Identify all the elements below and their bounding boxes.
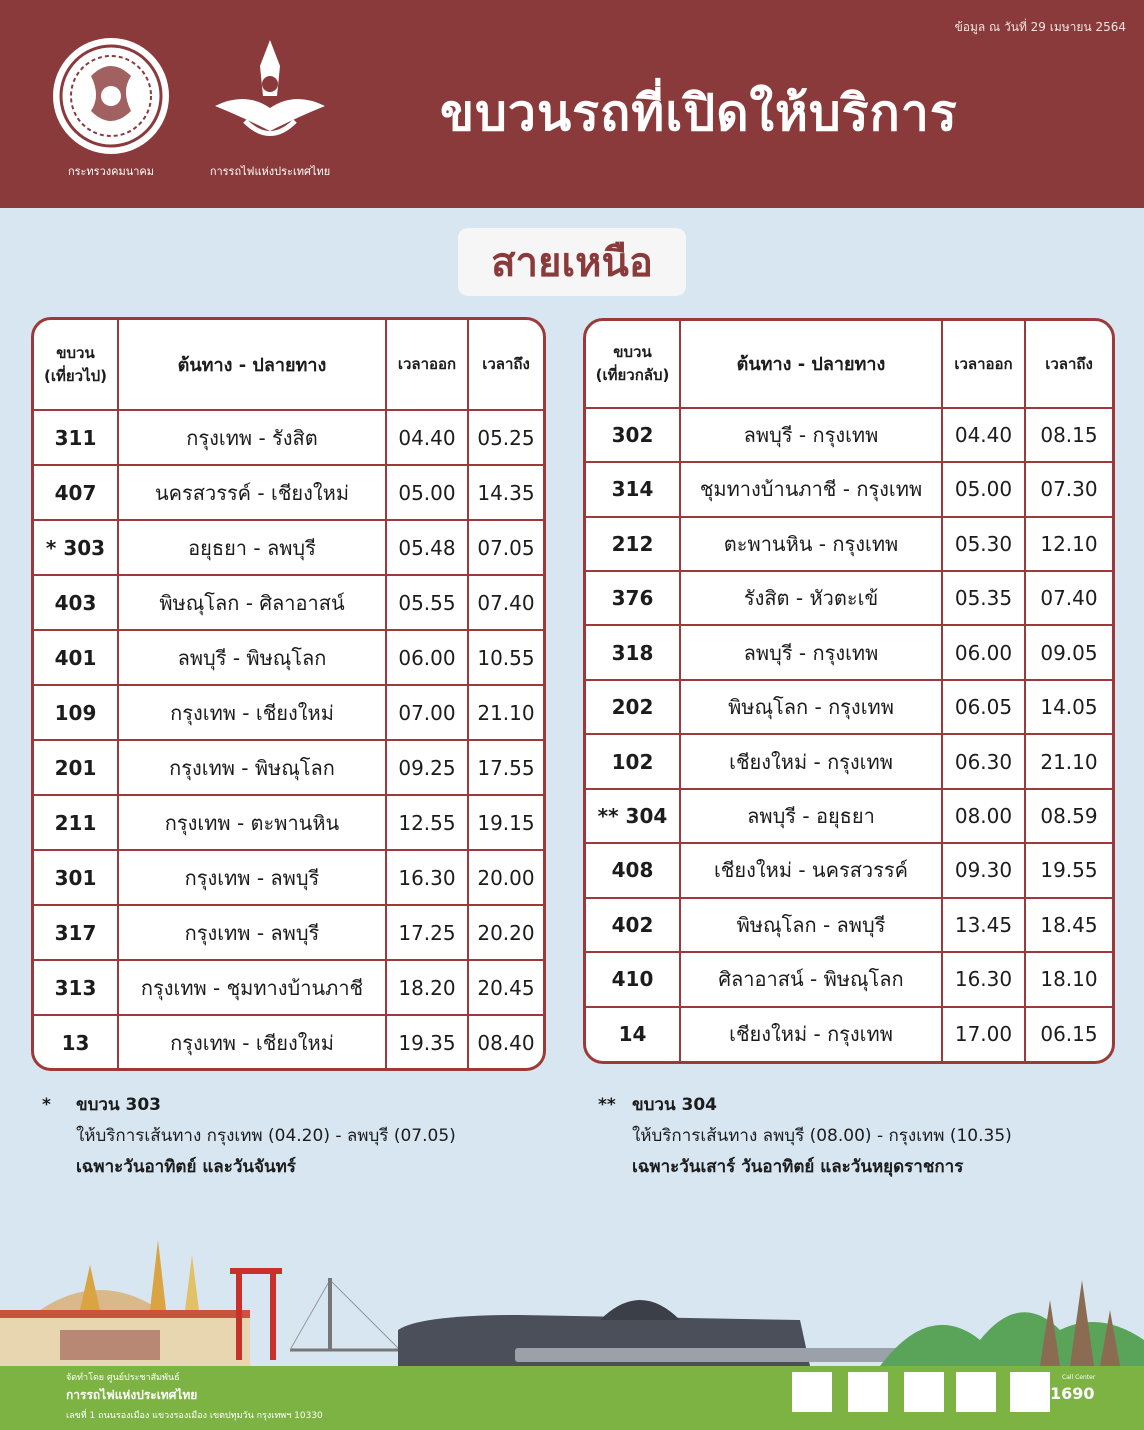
arrive-time-cell: 07.05: [468, 520, 543, 575]
train-number-cell: 102: [586, 734, 680, 788]
arrive-header: เวลาถึง: [468, 320, 543, 410]
depart-time-cell: 06.00: [386, 630, 468, 685]
arrive-time-cell: 07.40: [1025, 571, 1112, 625]
route-cell: ศิลาอาสน์ - พิษณุโลก: [680, 952, 942, 1006]
footnote-304: [598, 1090, 1118, 1183]
depart-time-cell: 06.30: [942, 734, 1025, 788]
footer-producer: จัดทำโดย ศูนย์ประชาสัมพันธ์: [66, 1373, 180, 1383]
table-row: [586, 734, 1112, 788]
arrive-header: เวลาถึง: [1025, 321, 1112, 408]
date-note: ข้อมูล ณ วันที่ 29 เมษายน 2564: [954, 20, 1126, 34]
route-cell: กรุงเทพ - เชียงใหม่: [118, 685, 386, 740]
train-number-cell: 202: [586, 680, 680, 734]
depart-time-cell: 12.55: [386, 795, 468, 850]
footnote-days: เฉพาะวันอาทิตย์ และวันจันทร์: [76, 1157, 296, 1177]
depart-header: เวลาออก: [942, 321, 1025, 408]
arrive-time-cell: 07.30: [1025, 462, 1112, 516]
footnote-detail: ให้บริการเส้นทาง ลพบุรี (08.00) - กรุงเทพ (10.35): [632, 1126, 1012, 1146]
route-cell: ลพบุรี - กรุงเทพ: [680, 625, 942, 679]
arrive-time-cell: 08.15: [1025, 408, 1112, 462]
region-title: สายเหนือ: [491, 240, 653, 286]
route-cell: ชุมทางบ้านภาชี - กรุงเทพ: [680, 462, 942, 516]
train-number-cell: 408: [586, 843, 680, 897]
table-row: [586, 680, 1112, 734]
call-center-label: Call Center: [1062, 1374, 1096, 1381]
depart-header: เวลาออก: [386, 320, 468, 410]
table-row: [586, 625, 1112, 679]
route-cell: รังสิต - หัวตะเข้: [680, 571, 942, 625]
srt-logo: [200, 36, 340, 180]
table-header-row: [586, 321, 1112, 408]
table-row: [34, 850, 543, 905]
ministry-caption: กระทรวงคมนาคม: [67, 165, 155, 178]
footnote-mark: **: [598, 1095, 616, 1115]
call-center-number[interactable]: 1690: [1050, 1384, 1095, 1403]
depart-time-cell: 07.00: [386, 685, 468, 740]
table-row: [586, 517, 1112, 571]
footer-address: เลขที่ 1 ถนนรองเมือง แขวงรองเมือง เขตปทุมวัน กรุงเทพฯ 10330: [66, 1411, 323, 1421]
table-row: [586, 952, 1112, 1006]
depart-time-cell: 13.45: [942, 898, 1025, 952]
arrive-time-cell: 07.40: [468, 575, 543, 630]
arrive-time-cell: 19.15: [468, 795, 543, 850]
depart-time-cell: 04.40: [386, 410, 468, 465]
srt-emblem-icon: [205, 36, 335, 156]
footnote-detail: ให้บริการเส้นทาง กรุงเทพ (04.20) - ลพบุรี (07.05): [76, 1126, 456, 1146]
arrive-time-cell: 19.55: [1025, 843, 1112, 897]
arrive-time-cell: 21.10: [1025, 734, 1112, 788]
route-header: ต้นทาง - ปลายทาง: [680, 321, 942, 408]
route-cell: ลพบุรี - พิษณุโลก: [118, 630, 386, 685]
route-cell: กรุงเทพ - ลพบุรี: [118, 905, 386, 960]
train-number-cell: 410: [586, 952, 680, 1006]
train-number-cell: 401: [34, 630, 118, 685]
arrive-time-cell: 20.45: [468, 960, 543, 1015]
qr-code-icon[interactable]: [956, 1372, 996, 1412]
route-cell: กรุงเทพ - ตะพานหิน: [118, 795, 386, 850]
table-row: [34, 960, 543, 1015]
arrive-time-cell: 08.40: [468, 1015, 543, 1070]
landmark-illustration: [0, 1240, 1144, 1366]
table-row: [586, 408, 1112, 462]
depart-time-cell: 04.40: [942, 408, 1025, 462]
route-cell: อยุธยา - ลพบุรี: [118, 520, 386, 575]
region-label-box: [458, 228, 686, 296]
route-cell: กรุงเทพ - เชียงใหม่: [118, 1015, 386, 1070]
table-row: [34, 905, 543, 960]
depart-time-cell: 19.35: [386, 1015, 468, 1070]
app-icon[interactable]: [792, 1372, 832, 1412]
arrive-time-cell: 14.05: [1025, 680, 1112, 734]
route-cell: ลพบุรี - อยุธยา: [680, 789, 942, 843]
table-row: [34, 1015, 543, 1070]
table-row: [34, 630, 543, 685]
train-number-cell: 403: [34, 575, 118, 630]
footnote-mark: *: [42, 1095, 51, 1115]
route-cell: เชียงใหม่ - กรุงเทพ: [680, 734, 942, 788]
table-row: [34, 410, 543, 465]
depart-time-cell: 06.05: [942, 680, 1025, 734]
train-number-cell: 109: [34, 685, 118, 740]
train-number-cell: 402: [586, 898, 680, 952]
table-row: [586, 571, 1112, 625]
outbound-timetable: [31, 317, 546, 1071]
temple-spire-icon: [80, 1265, 100, 1310]
table-row: [34, 575, 543, 630]
train-number-header: ขบวน (เที่ยวกลับ): [586, 321, 680, 408]
route-cell: กรุงเทพ - ชุมทางบ้านภาชี: [118, 960, 386, 1015]
depart-time-cell: 09.25: [386, 740, 468, 795]
route-cell: กรุงเทพ - พิษณุโลก: [118, 740, 386, 795]
train-number-cell: 314: [586, 462, 680, 516]
arrive-time-cell: 20.20: [468, 905, 543, 960]
table-row: [34, 740, 543, 795]
inbound-timetable: [583, 318, 1115, 1064]
train-number-cell: 376: [586, 571, 680, 625]
train-number-cell: ** 304: [586, 789, 680, 843]
depart-time-cell: 05.00: [942, 462, 1025, 516]
footnote-303: [42, 1090, 562, 1183]
qr-code-icon[interactable]: [904, 1372, 944, 1412]
ministry-seal-icon: [51, 36, 171, 156]
table-row: [586, 843, 1112, 897]
header-banner: [0, 0, 1144, 208]
train-number-cell: 211: [34, 795, 118, 850]
depart-time-cell: 09.30: [942, 843, 1025, 897]
arrive-time-cell: 18.10: [1025, 952, 1112, 1006]
footnote-title: ขบวน 304: [632, 1095, 717, 1115]
route-cell: กรุงเทพ - รังสิต: [118, 410, 386, 465]
footer-org: การรถไฟแห่งประเทศไทย: [66, 1388, 198, 1402]
arrive-time-cell: 09.05: [1025, 625, 1112, 679]
temple-spire-icon: [150, 1240, 166, 1310]
table-row: [34, 520, 543, 575]
arrive-time-cell: 10.55: [468, 630, 543, 685]
footer-bar: [0, 1366, 1144, 1430]
giant-swing-icon: [236, 1270, 242, 1360]
route-cell: นครสวรรค์ - เชียงใหม่: [118, 465, 386, 520]
train-number-header: ขบวน (เที่ยวไป): [34, 320, 118, 410]
train-number-cell: 13: [34, 1015, 118, 1070]
depart-time-cell: 06.00: [942, 625, 1025, 679]
table-row: [34, 795, 543, 850]
train-number-cell: * 303: [34, 520, 118, 575]
train-icon: [515, 1348, 915, 1362]
train-number-cell: 302: [586, 408, 680, 462]
table-row: [586, 898, 1112, 952]
footnote-days: เฉพาะวันเสาร์ วันอาทิตย์ และวันหยุดราชการ: [632, 1157, 964, 1177]
ministry-logo: [50, 36, 172, 180]
train-number-cell: 301: [34, 850, 118, 905]
depart-time-cell: 05.55: [386, 575, 468, 630]
train-number-cell: 311: [34, 410, 118, 465]
qr-code-icon[interactable]: [1010, 1372, 1050, 1412]
depart-time-cell: 17.25: [386, 905, 468, 960]
depart-time-cell: 05.48: [386, 520, 468, 575]
route-cell: พิษณุโลก - ลพบุรี: [680, 898, 942, 952]
train-number-cell: 14: [586, 1007, 680, 1062]
depart-time-cell: 05.00: [386, 465, 468, 520]
page-title: ขบวนรถที่เปิดให้บริการ: [440, 84, 958, 142]
route-cell: ลพบุรี - กรุงเทพ: [680, 408, 942, 462]
route-cell: เชียงใหม่ - นครสวรรค์: [680, 843, 942, 897]
train-number-cell: 201: [34, 740, 118, 795]
arrive-time-cell: 06.15: [1025, 1007, 1112, 1062]
footnote-title: ขบวน 303: [76, 1095, 161, 1115]
arrive-time-cell: 21.10: [468, 685, 543, 740]
depart-time-cell: 16.30: [942, 952, 1025, 1006]
train-number-cell: 407: [34, 465, 118, 520]
route-cell: กรุงเทพ - ลพบุรี: [118, 850, 386, 905]
table-row: [586, 789, 1112, 843]
depart-time-cell: 16.30: [386, 850, 468, 905]
arrive-time-cell: 08.59: [1025, 789, 1112, 843]
qr-code-icon[interactable]: [848, 1372, 888, 1412]
table-header-row: [34, 320, 543, 410]
table-row: [586, 462, 1112, 516]
depart-time-cell: 17.00: [942, 1007, 1025, 1062]
train-number-cell: 212: [586, 517, 680, 571]
route-cell: เชียงใหม่ - กรุงเทพ: [680, 1007, 942, 1062]
arrive-time-cell: 14.35: [468, 465, 543, 520]
depart-time-cell: 05.30: [942, 517, 1025, 571]
route-header: ต้นทาง - ปลายทาง: [118, 320, 386, 410]
srt-caption: การรถไฟแห่งประเทศไทย: [209, 165, 331, 178]
train-number-cell: 317: [34, 905, 118, 960]
depart-time-cell: 08.00: [942, 789, 1025, 843]
depart-time-cell: 18.20: [386, 960, 468, 1015]
arrive-time-cell: 17.55: [468, 740, 543, 795]
depart-time-cell: 05.35: [942, 571, 1025, 625]
train-number-cell: 313: [34, 960, 118, 1015]
route-cell: พิษณุโลก - ศิลาอาสน์: [118, 575, 386, 630]
arrive-time-cell: 12.10: [1025, 517, 1112, 571]
table-row: [34, 685, 543, 740]
table-row: [34, 465, 543, 520]
route-cell: พิษณุโลก - กรุงเทพ: [680, 680, 942, 734]
train-number-cell: 318: [586, 625, 680, 679]
arrive-time-cell: 18.45: [1025, 898, 1112, 952]
arrive-time-cell: 20.00: [468, 850, 543, 905]
table-row: [586, 1007, 1112, 1062]
arrive-time-cell: 05.25: [468, 410, 543, 465]
route-cell: ตะพานหิน - กรุงเทพ: [680, 517, 942, 571]
